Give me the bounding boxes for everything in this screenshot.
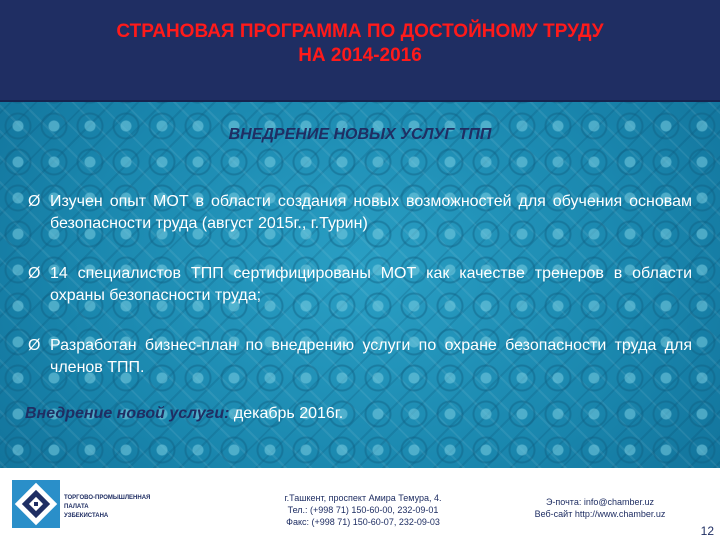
bullet-text: Разработан бизнес-план по внедрению услуги по охране безопасности труда для членов ТПП. [50,337,692,376]
bullet-text: 14 специалистов ТПП сертифицированы МОТ как качестве тренеров в области охраны безопасности труда; [50,265,692,304]
chamber-logo-icon [12,480,60,528]
footer [0,468,720,540]
title-bar [0,0,720,102]
slide-title-line-2: НА 2014-2016 [298,45,422,66]
bullet-item [28,335,692,379]
phone-line: Тел.: (+998 71) 150-60-00, 232-09-01 [287,505,439,515]
slide-title-line-1: СТРАНОВАЯ ПРОГРАММА ПО ДОСТОЙНОМУ ТРУДУ [116,21,604,42]
section-heading: ВНЕДРЕНИЕ НОВЫХ УСЛУГ ТПП [228,126,492,143]
arrow-bullet-icon: Ø [28,265,41,282]
bullet-text: Изучен опыт МОТ в области создания новых возможностей для обучения основам безопасности труда (август 2015г., г.Турин) [50,193,692,232]
contacts-block [500,496,700,520]
launch-date-label: Внедрение новой услуги: [25,405,230,422]
bullet-item [28,191,692,235]
bullet-item [28,263,692,307]
organization-name-line: ПАЛАТА [64,504,89,510]
address-line: г.Ташкент, проспект Амира Темура, 4. [284,493,442,503]
launch-date-line [25,405,695,423]
organization-name-line: ТОРГОВО-ПРОМЫШЛЕННАЯ [64,495,151,501]
organization-name-line: УЗБЕКИСТАНА [64,513,109,519]
email-line: Э-почта: info@chamber.uz [545,497,655,507]
address-block [238,492,488,528]
fax-line: Факс: (+998 71) 150-60-07, 232-09-03 [286,517,440,527]
arrow-bullet-icon: Ø [28,193,41,210]
website-line: Веб-сайт http://www.chamber.uz [534,509,666,519]
slide-title [20,20,700,68]
launch-date-value: декабрь 2016г. [229,405,344,422]
arrow-bullet-icon: Ø [28,337,41,354]
page-number: 12 [700,524,714,538]
organization-name [64,494,194,521]
